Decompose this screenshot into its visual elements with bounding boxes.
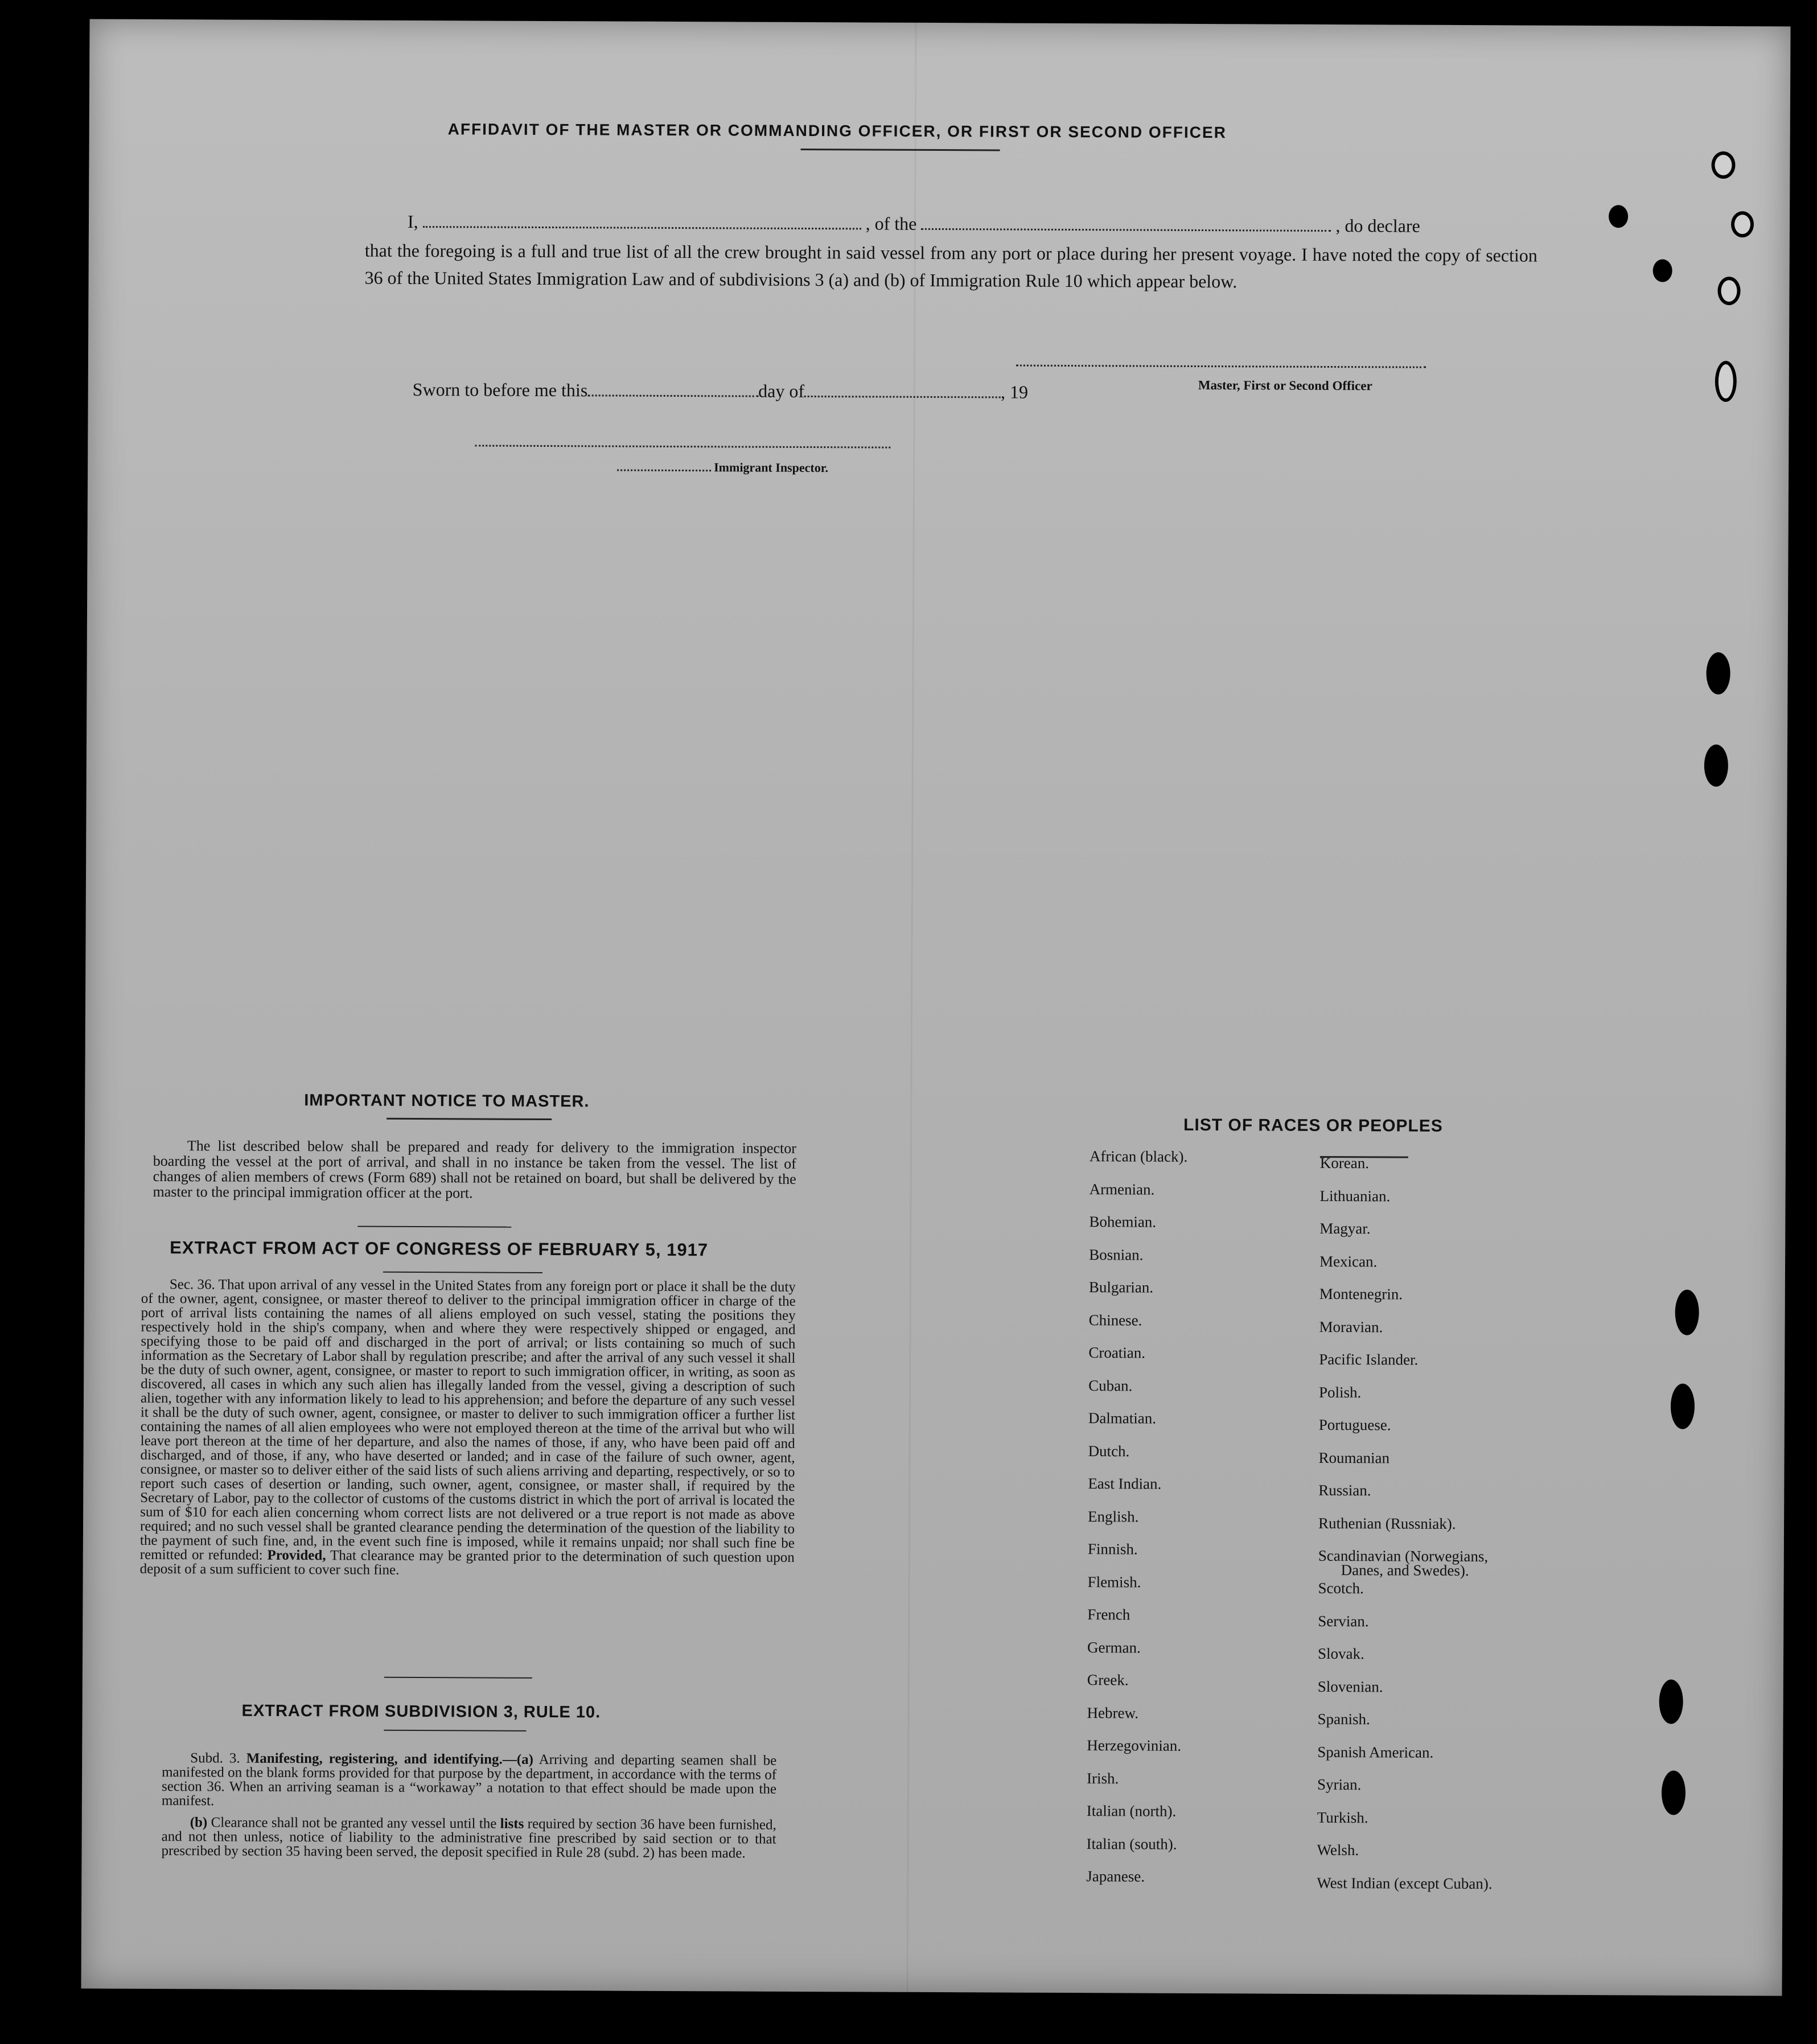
officer-signature-caption: Master, First or Second Officer (1198, 378, 1372, 393)
notice-underline (387, 1118, 552, 1120)
race-item: Bohemian. (1089, 1213, 1157, 1231)
punch-hole (1659, 1680, 1683, 1724)
race-item: Irish. (1087, 1769, 1119, 1787)
race-item: Bulgarian. (1088, 1278, 1154, 1296)
punch-hole (1706, 652, 1730, 694)
race-item: Montenegrin. (1319, 1285, 1403, 1303)
race-item: Dalmatian. (1088, 1409, 1157, 1427)
race-item: Roumanian (1318, 1449, 1390, 1466)
subd-heading: Manifesting, registering, and identifying.—(a) (246, 1750, 533, 1767)
race-item: Scotch. (1318, 1579, 1364, 1597)
provided-label: Provided, (267, 1547, 326, 1564)
race-item: Greek. (1087, 1671, 1129, 1689)
race-item: Turkish. (1317, 1808, 1368, 1826)
affidavit-title: AFFIDAVIT OF THE MASTER OR COMMANDING OFFICER, OR FIRST OR SECOND OFFICER (447, 120, 1227, 142)
sworn-day-of: day of (758, 380, 805, 401)
extract-act-underline (383, 1272, 542, 1273)
punch-hole (1671, 1384, 1695, 1429)
race-item: English. (1088, 1507, 1139, 1525)
race-item: Magyar. (1319, 1219, 1371, 1237)
race-item: Cuban. (1088, 1376, 1133, 1395)
punch-hole (1717, 277, 1740, 305)
race-item: Dutch. (1088, 1442, 1130, 1459)
race-item: Servian. (1318, 1612, 1369, 1630)
punch-hole (1704, 745, 1728, 787)
notice-body: The list described below shall be prepared and ready for delivery to the immigration inspector boarding the vessel at the port of arrival, and shall in no instance be taken from the vessel. The list of changes of alien members of crews (Form 689) shall not be retained on board, but shall be delivered by the master to the principal immigration officer at the port. (153, 1137, 796, 1202)
notice-title: IMPORTANT NOTICE TO MASTER. (304, 1091, 590, 1111)
races-column-1 (1086, 1148, 1187, 1901)
race-item: Flemish. (1087, 1573, 1141, 1591)
subd-body: Arriving and departing seamen shall be manifested on the blank forms provided for that purpose by the department, in accordance with the terms of section 36. When an arriving seaman is a “workaway” a notation to that effect should be made upon the manifest. (161, 1751, 777, 1809)
punch-hole (1731, 211, 1754, 237)
subd-prefix: Subd. 3. (190, 1750, 240, 1766)
extract-rule-underline (384, 1730, 526, 1732)
race-item: Scandinavian (Norwegians, (1318, 1547, 1489, 1565)
race-item: French (1087, 1606, 1131, 1623)
subdivision-3a-text (162, 1751, 776, 1811)
inspector-caption: Immigrant Inspector. (714, 460, 829, 475)
punch-hole (1675, 1290, 1699, 1335)
race-item: Croatian. (1088, 1344, 1146, 1362)
vessel-blank[interactable] (921, 215, 1331, 232)
sworn-year: , 19 (1001, 381, 1029, 402)
race-item: Moravian. (1319, 1318, 1383, 1335)
extract-rule-title: EXTRACT FROM SUBDIVISION 3, RULE 10. (241, 1701, 601, 1722)
race-item: Bosnian. (1089, 1245, 1144, 1264)
sworn-month-blank[interactable] (804, 382, 1001, 398)
race-item: Hebrew. (1087, 1704, 1139, 1722)
race-item: Chinese. (1088, 1311, 1142, 1329)
name-blank[interactable] (423, 212, 861, 229)
subd-b-label: (b) (190, 1815, 208, 1831)
race-item: African (black). (1089, 1148, 1188, 1165)
race-item: Slovak. (1317, 1644, 1364, 1663)
race-item: Italian (south). (1086, 1835, 1177, 1853)
subd-b-text-1: Clearance shall not be granted any vessel until the (211, 1815, 497, 1832)
section-36-divider (384, 1677, 532, 1679)
punch-hole (1609, 205, 1628, 228)
race-item: Lithuanian. (1319, 1187, 1391, 1204)
declare-label: , do declare (1335, 215, 1420, 236)
section-36-body: Sec. 36. That upon arrival of any vessel in the United States from any foreign port or place it shall be the duty of the owner, agent, consignee, or master thereof to deliver to the principal immigration officer in charge of the port of arrival lists containing the names of all aliens employed on such vessel, stating the positions they respectively hold in the ship's company, when and where they were respectively shipped or engaged, and specifying those to be paid off and discharged in the port of arrival; or lists containing so much of such information as the Secretary of Labor shall by regulation prescribe; and after the arrival of any such vessel it shall be the duty of such owner, agent, consignee, or master to report to such immigration officer, in writing, as soon as discovered, all cases in which any such alien has illegally landed from the vessel, giving a description of such alien, together with any information likely to lead to his apprehension; and before the departure of any such vessel it shall be the duty of such owner, agent, consignee, or master to deliver to such immigration officer a further list containing the names of all alien employees who were not employed thereon at the time of the arrival but who will leave port thereon at the time of her departure, and also the names of those, if any, who have been paid off and discharged, and of those, if any, who have deserted or landed; and in case of the failure of such owner, agent, consignee, or master so to deliver either of the said lists of such aliens arriving and departing, respectively, or so to report such cases of desertion or landing, such owner, agent, consignee, or master shall, if required by the Secretary of Labor, pay to the collector of customs of the customs district in which the port of arrival is located the sum of $10 for each alien concerning whom correct lists are not delivered or a true report is not made as above required; and no such vessel shall be granted clearance pending the determination of the question of the liability to the payment of such fine, and, in the event such fine is imposed, while it remains unpaid; nor shall such fine be remitted or refunded: (139, 1277, 796, 1563)
notice-divider (357, 1226, 511, 1228)
subd-b-text-2: required by section 36 have been furnished, and not then unless, notice of liability to the administrative fine prescribed by said section or to that prescribed by section 35 having been served, the deposit specified in Rule 28 (subd. 2) has been made. (161, 1816, 776, 1861)
extract-act-title: EXTRACT FROM ACT OF CONGRESS OF FEBRUARY 5, 1917 (170, 1237, 709, 1260)
inspector-signature-line[interactable] (475, 445, 890, 448)
punch-hole (1662, 1771, 1686, 1815)
subd-b-lists: lists (500, 1816, 524, 1832)
punch-hole (1715, 361, 1737, 402)
race-item: Pacific Islander. (1319, 1350, 1419, 1368)
race-item: Finnish. (1087, 1540, 1138, 1558)
punch-hole (1711, 151, 1735, 179)
provided-text: That clearance may be granted prior to the determination of such question upon deposit of a sum sufficient to cover such fine. (139, 1548, 795, 1578)
race-item: Syrian. (1317, 1775, 1362, 1794)
sworn-day-blank[interactable] (587, 381, 758, 397)
races-title: LIST OF RACES OR PEOPLES (1183, 1115, 1443, 1136)
race-item: Ruthenian (Russniak). (1318, 1514, 1456, 1532)
punch-hole (1653, 259, 1672, 282)
subdivision-3b-text (161, 1815, 776, 1861)
sworn-line (413, 379, 1029, 403)
affidavit-first-line (408, 211, 1420, 237)
title-underline (801, 149, 1000, 151)
races-column-2 (1317, 1154, 1495, 1907)
section-36-text (140, 1277, 796, 1579)
race-item: Slovenian. (1317, 1677, 1383, 1695)
race-item: Portuguese. (1318, 1416, 1391, 1434)
race-item: East Indian. (1088, 1475, 1162, 1492)
race-item: German. (1087, 1638, 1141, 1656)
affidavit-body: that the foregoing is a full and true list of all the crew brought in said vessel from any port or place during her present voyage. I have noted the copy of section 36 of the United States Immigration Law and of subdivisions 3 (a) and (b) of Immigration Rule 10 which appear below. (364, 240, 1538, 292)
race-item: Welsh. (1317, 1841, 1359, 1859)
race-item: Korean. (1319, 1154, 1370, 1172)
race-item: Polish. (1318, 1383, 1362, 1401)
race-item: Mexican. (1319, 1252, 1378, 1270)
race-item: Spanish. (1317, 1710, 1370, 1728)
of-the-label: , of the (865, 213, 917, 234)
document-page (81, 19, 1790, 1996)
race-item: Danes, and Swedes). (1341, 1561, 1469, 1580)
race-item: West Indian (except Cuban). (1317, 1874, 1493, 1892)
race-item: Japanese. (1086, 1868, 1145, 1885)
sworn-prefix: Sworn to before me this (412, 379, 588, 401)
inspector-caption-dots (617, 470, 711, 472)
officer-signature-line[interactable] (1016, 365, 1426, 368)
race-item: Armenian. (1089, 1180, 1155, 1198)
race-item: Italian (north). (1086, 1802, 1177, 1820)
pronoun-i: I, (407, 211, 418, 232)
race-item: Spanish American. (1317, 1743, 1434, 1761)
race-item: Russian. (1318, 1481, 1371, 1499)
race-item: Herzegovinian. (1087, 1737, 1182, 1754)
